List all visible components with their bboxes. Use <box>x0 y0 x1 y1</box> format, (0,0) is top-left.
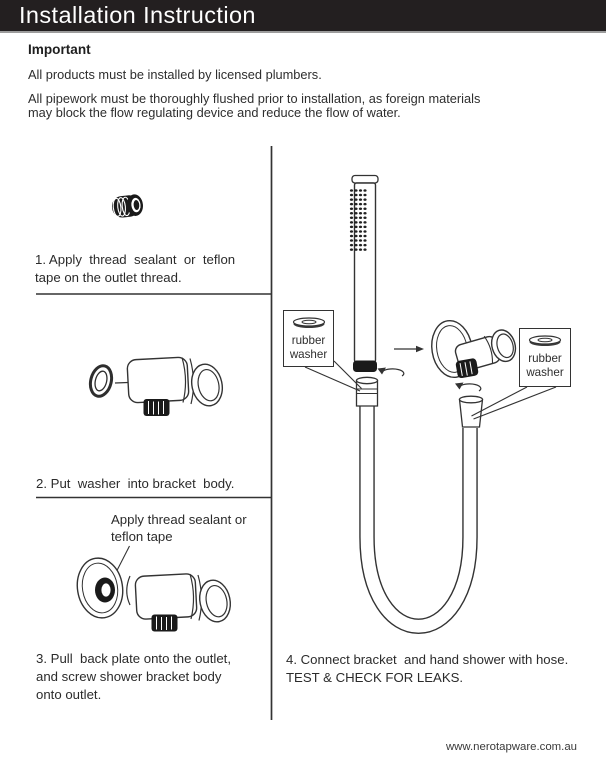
back-plate-illustration <box>73 555 127 621</box>
washer-label-line-1: rubber <box>291 334 326 347</box>
outlet-fitting-illustration <box>111 194 144 219</box>
hose-nut-left <box>357 377 378 406</box>
connect-arrow <box>394 346 424 352</box>
hand-shower-illustration <box>350 176 378 373</box>
outlet-arc <box>127 576 130 605</box>
step-2-caption-line-1: 2. Put washer into bracket body. <box>36 476 235 491</box>
page-title: Installation Instruction <box>19 2 256 28</box>
step-3-annotation <box>111 511 247 545</box>
step-4-caption-line-2: TEST & CHECK FOR LEAKS. <box>286 669 464 685</box>
step-3-annotation-line-1: Apply thread sealant or <box>111 512 247 527</box>
panel-dividers <box>36 146 272 720</box>
shower-hose-illustration <box>367 402 470 626</box>
important-note-2-line-1: All pipework must be thoroughly flushed prior to installation, as foreign materials <box>28 90 481 106</box>
washer-label-line-2: washer <box>526 365 564 379</box>
step-4-caption-line-1: 4. Connect bracket and hand shower with hose. <box>286 652 569 667</box>
step-3-caption <box>36 650 231 703</box>
rotate-arrow-left <box>378 368 404 377</box>
rubber-washer-callout-right <box>519 328 571 387</box>
washer-label-line-1: rubber <box>528 352 562 365</box>
step-1-caption-line-2: tape on the outlet thread. <box>35 269 182 285</box>
step-1-caption <box>35 251 235 287</box>
step-4-caption <box>286 651 568 687</box>
important-note-2-line-2: may block the flow regulating device and reduce the flow of water. <box>28 105 401 121</box>
bracket-body-illustration-step3 <box>135 573 234 631</box>
rubber-washer-icon <box>525 334 565 347</box>
washer-illustration <box>87 363 114 398</box>
step-3-caption-line-3: onto outlet. <box>36 686 102 702</box>
step-3-annotation-line-2: teflon tape <box>111 529 173 544</box>
step-2-caption <box>36 475 234 493</box>
important-note-1: All products must be installed by licensed plumbers. <box>28 67 322 82</box>
step-3-caption-line-2: and screw shower bracket body <box>36 668 222 684</box>
important-heading: Important <box>28 42 91 57</box>
wall-bracket-illustration <box>428 318 519 381</box>
step-3-caption-line-1: 3. Pull back plate onto the outlet, <box>36 651 232 666</box>
rubber-washer-callout-left <box>283 310 334 367</box>
bracket-body-illustration <box>127 357 226 416</box>
washer-label-line-2: washer <box>289 347 328 361</box>
rotate-arrow-right <box>455 383 481 392</box>
website-url: www.nerotapware.com.au <box>445 741 577 753</box>
rubber-washer-icon <box>289 316 329 329</box>
step-1-caption-line-1: 1. Apply thread sealant or teflon <box>35 252 236 267</box>
